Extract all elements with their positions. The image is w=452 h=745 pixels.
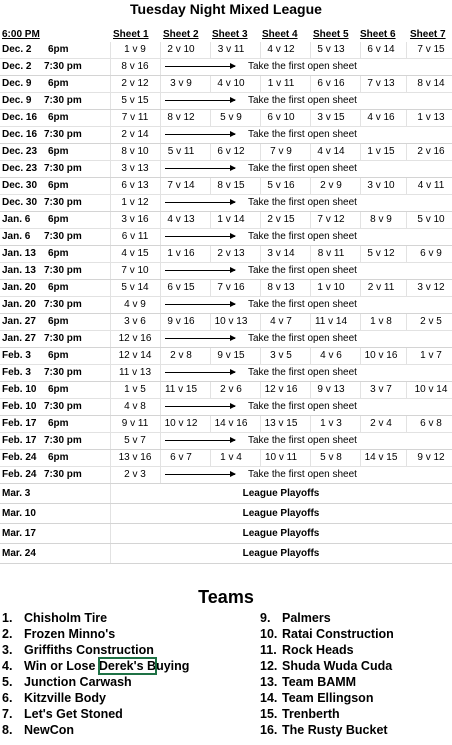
game-cell[interactable]: 4 v 7 bbox=[270, 316, 292, 327]
row-date: Mar. 10 bbox=[2, 508, 36, 519]
team-name-part: uying bbox=[156, 659, 190, 673]
game-cell[interactable]: 4 v 6 bbox=[320, 350, 342, 361]
cell-divider bbox=[160, 433, 161, 449]
schedule-row-early[interactable] bbox=[0, 280, 452, 297]
team-item[interactable] bbox=[260, 610, 394, 626]
game-cell[interactable]: 1 v 16 bbox=[167, 248, 195, 259]
league-title: Tuesday Night Mixed League bbox=[130, 1, 322, 17]
row-date: Jan. 13 bbox=[2, 248, 36, 259]
row-date: Feb. 3 bbox=[2, 350, 31, 361]
late-game-cell[interactable]: 8 v 16 bbox=[121, 61, 149, 72]
game-cell[interactable]: 8 v 10 bbox=[121, 146, 149, 157]
game-cell[interactable]: 1 v 10 bbox=[317, 282, 345, 293]
row-time: 6pm bbox=[48, 248, 69, 259]
team-item[interactable] bbox=[2, 658, 189, 674]
game-cell[interactable]: 2 v 15 bbox=[267, 214, 295, 225]
row-date: Jan. 6 bbox=[2, 231, 31, 242]
game-cell[interactable]: 12 v 14 bbox=[118, 350, 152, 361]
game-cell[interactable]: 9 v 12 bbox=[417, 452, 445, 463]
game-cell[interactable]: 1 v 4 bbox=[220, 452, 242, 463]
arrow-icon bbox=[165, 338, 235, 339]
team-number: 14. bbox=[260, 691, 278, 705]
late-game-cell[interactable]: 11 v 13 bbox=[118, 367, 152, 378]
game-cell[interactable]: 3 v 7 bbox=[370, 384, 392, 395]
row-date: Jan. 27 bbox=[2, 333, 36, 344]
game-cell[interactable]: 8 v 13 bbox=[267, 282, 295, 293]
game-cell[interactable]: 5 v 16 bbox=[267, 180, 295, 191]
schedule-row-late[interactable] bbox=[0, 331, 452, 348]
game-cell[interactable]: 2 v 16 bbox=[417, 146, 445, 157]
row-time: 6pm bbox=[48, 282, 69, 293]
row-date: Feb. 17 bbox=[2, 435, 37, 446]
row-time: 7:30 pm bbox=[44, 299, 82, 310]
game-cell[interactable]: 2 v 11 bbox=[367, 282, 395, 293]
game-cell[interactable]: 4 v 13 bbox=[167, 214, 195, 225]
game-cell[interactable]: 6 v 12 bbox=[217, 146, 245, 157]
team-name: Junction Carwash bbox=[24, 675, 132, 689]
open-sheet-note: Take the first open sheet bbox=[248, 333, 357, 344]
game-cell[interactable]: 6 v 14 bbox=[367, 44, 395, 55]
team-item[interactable] bbox=[2, 690, 189, 706]
team-number: 7. bbox=[2, 707, 13, 721]
open-sheet-note: Take the first open sheet bbox=[248, 163, 357, 174]
header-sheet-2: Sheet 2 bbox=[163, 29, 199, 40]
game-cell[interactable]: 9 v 16 bbox=[167, 316, 195, 327]
schedule-row-late[interactable] bbox=[0, 297, 452, 314]
game-cell[interactable]: 8 v 11 bbox=[317, 248, 345, 259]
playoff-row[interactable] bbox=[0, 524, 452, 544]
game-cell[interactable]: 3 v 10 bbox=[367, 180, 395, 191]
row-date: Dec. 30 bbox=[2, 197, 38, 208]
schedule-row-late[interactable] bbox=[0, 467, 452, 484]
playoff-row[interactable] bbox=[0, 484, 452, 504]
game-cell[interactable]: 5 v 8 bbox=[320, 452, 342, 463]
game-cell[interactable]: 10 v 12 bbox=[164, 418, 198, 429]
team-name-part: Win or Lose bbox=[24, 659, 99, 673]
cell-divider bbox=[160, 195, 161, 211]
schedule-row-early[interactable] bbox=[0, 382, 452, 399]
schedule-row-early[interactable] bbox=[0, 246, 452, 263]
game-cell[interactable]: 9 v 13 bbox=[317, 384, 345, 395]
team-item[interactable] bbox=[260, 674, 394, 690]
team-name: Trenberth bbox=[282, 707, 340, 721]
team-item[interactable] bbox=[2, 722, 189, 738]
game-cell[interactable]: 7 v 11 bbox=[121, 112, 149, 123]
game-cell[interactable]: 3 v 11 bbox=[217, 44, 245, 55]
game-cell[interactable]: 14 v 15 bbox=[364, 452, 398, 463]
playoff-row[interactable] bbox=[0, 544, 452, 564]
game-cell[interactable]: 7 v 15 bbox=[417, 44, 445, 55]
row-date: Dec. 30 bbox=[2, 180, 38, 191]
open-sheet-note: Take the first open sheet bbox=[248, 197, 357, 208]
arrow-icon bbox=[165, 168, 235, 169]
header-sheet-6: Sheet 6 bbox=[360, 29, 396, 40]
game-cell[interactable]: 13 v 16 bbox=[118, 452, 152, 463]
team-item[interactable] bbox=[260, 642, 394, 658]
cell-divider bbox=[160, 127, 161, 143]
game-cell[interactable]: 4 v 11 bbox=[417, 180, 445, 191]
game-cell[interactable]: 10 v 13 bbox=[214, 316, 248, 327]
open-sheet-note: Take the first open sheet bbox=[248, 95, 357, 106]
row-time: 6pm bbox=[48, 214, 69, 225]
playoff-label: League Playoffs bbox=[242, 548, 320, 559]
arrow-icon bbox=[165, 440, 235, 441]
team-item[interactable] bbox=[260, 722, 394, 738]
game-cell[interactable]: 7 v 13 bbox=[367, 78, 395, 89]
game-cell[interactable]: 2 v 5 bbox=[420, 316, 442, 327]
game-cell[interactable]: 9 v 11 bbox=[121, 418, 149, 429]
team-name: Ratai Construction bbox=[282, 627, 394, 641]
header-sheet-5: Sheet 5 bbox=[313, 29, 349, 40]
game-cell[interactable]: 6 v 9 bbox=[420, 248, 442, 259]
late-game-cell[interactable]: 1 v 12 bbox=[121, 197, 149, 208]
cell-divider bbox=[160, 331, 161, 347]
schedule-row-early[interactable] bbox=[0, 76, 452, 93]
row-time: 7:30 pm bbox=[44, 435, 82, 446]
game-cell[interactable]: 10 v 14 bbox=[414, 384, 448, 395]
game-cell[interactable]: 3 v 12 bbox=[417, 282, 445, 293]
row-date: Jan. 20 bbox=[2, 299, 36, 310]
row-date: Jan. 13 bbox=[2, 265, 36, 276]
schedule-row-late[interactable] bbox=[0, 399, 452, 416]
header-sheet-7: Sheet 7 bbox=[410, 29, 446, 40]
row-time: 6pm bbox=[48, 180, 69, 191]
schedule-row-late[interactable] bbox=[0, 59, 452, 76]
game-cell[interactable]: 3 v 5 bbox=[270, 350, 292, 361]
team-number: 6. bbox=[2, 691, 13, 705]
row-date: Dec. 9 bbox=[2, 95, 32, 106]
game-cell[interactable]: 2 v 8 bbox=[170, 350, 192, 361]
cell-divider bbox=[160, 59, 161, 75]
late-game-cell[interactable]: 5 v 15 bbox=[121, 95, 149, 106]
game-cell[interactable]: 7 v 12 bbox=[317, 214, 345, 225]
game-cell[interactable]: 2 v 4 bbox=[370, 418, 392, 429]
playoff-label: League Playoffs bbox=[242, 528, 320, 539]
team-item[interactable] bbox=[260, 658, 394, 674]
game-cell[interactable]: 1 v 3 bbox=[320, 418, 342, 429]
game-cell[interactable]: 4 v 15 bbox=[121, 248, 149, 259]
cell-divider bbox=[160, 229, 161, 245]
game-cell[interactable]: 3 v 16 bbox=[121, 214, 149, 225]
schedule-row-early[interactable] bbox=[0, 314, 452, 331]
game-cell[interactable]: 1 v 9 bbox=[124, 44, 146, 55]
teams-title: Teams bbox=[198, 587, 254, 607]
schedule-row-early[interactable] bbox=[0, 178, 452, 195]
game-cell[interactable]: 10 v 11 bbox=[264, 452, 298, 463]
schedule-row-late[interactable] bbox=[0, 195, 452, 212]
arrow-icon bbox=[165, 406, 235, 407]
open-sheet-note: Take the first open sheet bbox=[248, 435, 357, 446]
game-cell[interactable]: 5 v 12 bbox=[367, 248, 395, 259]
teams-list-right bbox=[260, 610, 394, 738]
schedule-row-late[interactable] bbox=[0, 433, 452, 450]
game-cell[interactable]: 2 v 9 bbox=[320, 180, 342, 191]
header-row bbox=[0, 28, 452, 42]
game-cell[interactable]: 6 v 8 bbox=[420, 418, 442, 429]
game-cell[interactable]: 4 v 16 bbox=[367, 112, 395, 123]
playoff-label: League Playoffs bbox=[242, 508, 320, 519]
row-date: Feb. 3 bbox=[2, 367, 31, 378]
late-game-cell[interactable]: 2 v 14 bbox=[121, 129, 149, 140]
game-cell[interactable]: 6 v 16 bbox=[317, 78, 345, 89]
team-name: Team Ellingson bbox=[282, 691, 374, 705]
team-item[interactable] bbox=[2, 674, 189, 690]
open-sheet-note: Take the first open sheet bbox=[248, 265, 357, 276]
row-date: Feb. 10 bbox=[2, 401, 37, 412]
game-cell[interactable]: 6 v 15 bbox=[167, 282, 195, 293]
playoff-label: League Playoffs bbox=[242, 488, 320, 499]
late-game-cell[interactable]: 6 v 11 bbox=[121, 231, 149, 242]
game-cell[interactable]: 3 v 9 bbox=[170, 78, 192, 89]
row-time: 6pm bbox=[48, 452, 69, 463]
row-time: 6pm bbox=[48, 418, 69, 429]
game-cell[interactable]: 5 v 10 bbox=[417, 214, 445, 225]
schedule-row-early[interactable] bbox=[0, 348, 452, 365]
open-sheet-note: Take the first open sheet bbox=[248, 401, 357, 412]
row-date: Dec. 16 bbox=[2, 112, 38, 123]
row-date: Mar. 24 bbox=[2, 548, 36, 559]
row-date: Dec. 9 bbox=[2, 78, 32, 89]
row-time: 7:30 pm bbox=[44, 367, 82, 378]
game-cell[interactable]: 2 v 10 bbox=[167, 44, 195, 55]
arrow-icon bbox=[165, 270, 235, 271]
cell-divider bbox=[160, 161, 161, 177]
row-time: 7:30 pm bbox=[44, 401, 82, 412]
row-date: Dec. 2 bbox=[2, 44, 32, 55]
game-cell[interactable]: 1 v 5 bbox=[124, 384, 146, 395]
arrow-icon bbox=[165, 304, 235, 305]
schedule-row-late[interactable] bbox=[0, 365, 452, 382]
row-date: Mar. 3 bbox=[2, 488, 31, 499]
team-number: 13. bbox=[260, 675, 278, 689]
team-item[interactable] bbox=[2, 642, 189, 658]
team-name: NewCon bbox=[24, 723, 74, 737]
row-date: Jan. 20 bbox=[2, 282, 36, 293]
arrow-icon bbox=[165, 372, 235, 373]
row-time: 7:30 pm bbox=[44, 333, 82, 344]
game-cell[interactable]: 6 v 10 bbox=[267, 112, 295, 123]
schedule-row-early[interactable] bbox=[0, 42, 452, 59]
header-sheet-4: Sheet 4 bbox=[262, 29, 298, 40]
game-cell[interactable]: 4 v 10 bbox=[217, 78, 245, 89]
game-cell[interactable]: 1 v 13 bbox=[417, 112, 445, 123]
game-cell[interactable]: 2 v 6 bbox=[220, 384, 242, 395]
teams-list-left bbox=[2, 610, 189, 738]
team-number: 4. bbox=[2, 659, 13, 673]
game-cell[interactable]: 9 v 15 bbox=[217, 350, 245, 361]
game-cell[interactable]: 10 v 16 bbox=[364, 350, 398, 361]
open-sheet-note: Take the first open sheet bbox=[248, 129, 357, 140]
row-date: Mar. 17 bbox=[2, 528, 36, 539]
row-time: 7:30 pm bbox=[44, 197, 82, 208]
team-number: 11. bbox=[260, 643, 277, 657]
game-cell[interactable]: 8 v 12 bbox=[167, 112, 195, 123]
team-number: 9. bbox=[260, 611, 271, 625]
row-date: Feb. 24 bbox=[2, 469, 37, 480]
schedule-row-late[interactable] bbox=[0, 161, 452, 178]
game-cell[interactable]: 11 v 14 bbox=[314, 316, 348, 327]
team-number: 10. bbox=[260, 627, 278, 641]
row-time: 6pm bbox=[48, 384, 69, 395]
schedule-row-early[interactable] bbox=[0, 110, 452, 127]
game-cell[interactable]: 1 v 14 bbox=[217, 214, 245, 225]
game-cell[interactable]: 3 v 6 bbox=[124, 316, 146, 327]
row-date: Feb. 10 bbox=[2, 384, 37, 395]
game-cell[interactable]: 3 v 14 bbox=[267, 248, 295, 259]
arrow-icon bbox=[165, 236, 235, 237]
game-cell[interactable]: 7 v 16 bbox=[217, 282, 245, 293]
game-cell[interactable]: 1 v 15 bbox=[367, 146, 395, 157]
schedule-row-early[interactable] bbox=[0, 416, 452, 433]
row-date: Dec. 2 bbox=[2, 61, 32, 72]
team-number: 15. bbox=[260, 707, 278, 721]
selected-cell-text[interactable]: Derek's B bbox=[98, 659, 157, 673]
late-game-cell[interactable]: 2 v 3 bbox=[124, 469, 146, 480]
game-cell[interactable]: 7 v 9 bbox=[270, 146, 292, 157]
row-time: 7:30 pm bbox=[44, 231, 82, 242]
cell-divider bbox=[160, 263, 161, 279]
team-item[interactable] bbox=[260, 706, 394, 722]
row-date: Jan. 6 bbox=[2, 214, 31, 225]
late-game-cell[interactable]: 3 v 13 bbox=[121, 163, 149, 174]
team-name: Let's Get Stoned bbox=[24, 707, 123, 721]
cell-divider bbox=[160, 365, 161, 381]
schedule-row-late[interactable] bbox=[0, 93, 452, 110]
team-number: 1. bbox=[2, 611, 13, 625]
row-time: 7:30 pm bbox=[44, 61, 82, 72]
row-time: 6pm bbox=[48, 44, 69, 55]
arrow-icon bbox=[165, 66, 235, 67]
team-name: Frozen Minno's bbox=[24, 627, 116, 641]
row-date: Jan. 27 bbox=[2, 316, 36, 327]
team-item[interactable] bbox=[260, 626, 394, 642]
game-cell[interactable]: 7 v 14 bbox=[167, 180, 195, 191]
team-name: Palmers bbox=[282, 611, 331, 625]
game-cell[interactable]: 4 v 12 bbox=[267, 44, 295, 55]
row-date: Dec. 23 bbox=[2, 146, 38, 157]
arrow-icon bbox=[165, 100, 235, 101]
team-name: Rock Heads bbox=[282, 643, 354, 657]
team-item[interactable] bbox=[2, 626, 189, 642]
row-time: 7:30 pm bbox=[44, 469, 82, 480]
row-time: 6pm bbox=[48, 146, 69, 157]
game-cell[interactable]: 4 v 14 bbox=[317, 146, 345, 157]
schedule-row-late[interactable] bbox=[0, 127, 452, 144]
row-date: Feb. 24 bbox=[2, 452, 37, 463]
team-name: Team BAMM bbox=[282, 675, 357, 689]
row-time: 7:30 pm bbox=[44, 129, 82, 140]
cell-divider bbox=[160, 93, 161, 109]
open-sheet-note: Take the first open sheet bbox=[248, 61, 357, 72]
row-time: 6pm bbox=[48, 350, 69, 361]
team-name: Chisholm Tire bbox=[24, 611, 108, 625]
game-cell[interactable]: 3 v 15 bbox=[317, 112, 345, 123]
arrow-icon bbox=[165, 134, 235, 135]
team-name: The Rusty Bucket bbox=[282, 723, 388, 737]
late-game-cell[interactable]: 12 v 16 bbox=[118, 333, 152, 344]
arrow-icon bbox=[165, 202, 235, 203]
arrow-icon bbox=[165, 474, 235, 475]
game-cell[interactable]: 1 v 7 bbox=[420, 350, 442, 361]
cell-divider bbox=[160, 467, 161, 483]
row-time: 7:30 pm bbox=[44, 265, 82, 276]
team-number: 5. bbox=[2, 675, 13, 689]
late-game-cell[interactable]: 4 v 8 bbox=[124, 401, 146, 412]
playoff-row[interactable] bbox=[0, 504, 452, 524]
row-time: 6pm bbox=[48, 78, 69, 89]
game-cell[interactable]: 1 v 11 bbox=[267, 78, 295, 89]
row-date: Feb. 17 bbox=[2, 418, 37, 429]
team-number: 8. bbox=[2, 723, 13, 737]
schedule-row-early[interactable] bbox=[0, 144, 452, 161]
header-time: 6:00 PM bbox=[2, 29, 40, 40]
game-cell[interactable]: 8 v 9 bbox=[370, 214, 392, 225]
game-cell[interactable]: 14 v 16 bbox=[214, 418, 248, 429]
game-cell[interactable]: 2 v 12 bbox=[121, 78, 149, 89]
team-number: 16. bbox=[260, 723, 278, 737]
team-item[interactable] bbox=[2, 610, 189, 626]
open-sheet-note: Take the first open sheet bbox=[248, 299, 357, 310]
game-cell[interactable]: 8 v 14 bbox=[417, 78, 445, 89]
game-cell[interactable]: 2 v 13 bbox=[217, 248, 245, 259]
open-sheet-note: Take the first open sheet bbox=[248, 469, 357, 480]
row-date: Dec. 23 bbox=[2, 163, 38, 174]
late-game-cell[interactable]: 5 v 7 bbox=[124, 435, 146, 446]
header-sheet-3: Sheet 3 bbox=[212, 29, 248, 40]
team-name: Griffiths Construction bbox=[24, 643, 154, 657]
team-item[interactable] bbox=[2, 706, 189, 722]
team-number: 2. bbox=[2, 627, 13, 641]
row-time: 7:30 pm bbox=[44, 163, 82, 174]
game-cell[interactable]: 5 v 11 bbox=[167, 146, 195, 157]
cell-divider bbox=[160, 297, 161, 313]
schedule-grid bbox=[0, 28, 452, 564]
team-number: 12. bbox=[260, 659, 278, 673]
team-number: 3. bbox=[2, 643, 13, 657]
game-cell[interactable]: 5 v 9 bbox=[220, 112, 242, 123]
row-time: 7:30 pm bbox=[44, 95, 82, 106]
late-game-cell[interactable]: 4 v 9 bbox=[124, 299, 146, 310]
schedule-row-early[interactable] bbox=[0, 212, 452, 229]
late-game-cell[interactable]: 7 v 10 bbox=[121, 265, 149, 276]
game-cell[interactable]: 12 v 16 bbox=[264, 384, 298, 395]
schedule-row-late[interactable] bbox=[0, 263, 452, 280]
game-cell[interactable]: 11 v 15 bbox=[164, 384, 198, 395]
row-date: Dec. 16 bbox=[2, 129, 38, 140]
team-item[interactable] bbox=[260, 690, 394, 706]
header-sheet-1: Sheet 1 bbox=[113, 29, 149, 40]
game-cell[interactable]: 5 v 14 bbox=[121, 282, 149, 293]
row-time: 6pm bbox=[48, 112, 69, 123]
schedule-row-late[interactable] bbox=[0, 229, 452, 246]
schedule-row-early[interactable] bbox=[0, 450, 452, 467]
game-cell[interactable]: 6 v 13 bbox=[121, 180, 149, 191]
cell-divider bbox=[160, 399, 161, 415]
game-cell[interactable]: 8 v 15 bbox=[217, 180, 245, 191]
game-cell[interactable]: 13 v 15 bbox=[264, 418, 298, 429]
row-time: 6pm bbox=[48, 316, 69, 327]
game-cell[interactable]: 1 v 8 bbox=[370, 316, 392, 327]
game-cell[interactable]: 5 v 13 bbox=[317, 44, 345, 55]
team-name: Kitzville Body bbox=[24, 691, 106, 705]
open-sheet-note: Take the first open sheet bbox=[248, 231, 357, 242]
game-cell[interactable]: 6 v 7 bbox=[170, 452, 192, 463]
open-sheet-note: Take the first open sheet bbox=[248, 367, 357, 378]
team-name: Shuda Wuda Cuda bbox=[282, 659, 393, 673]
